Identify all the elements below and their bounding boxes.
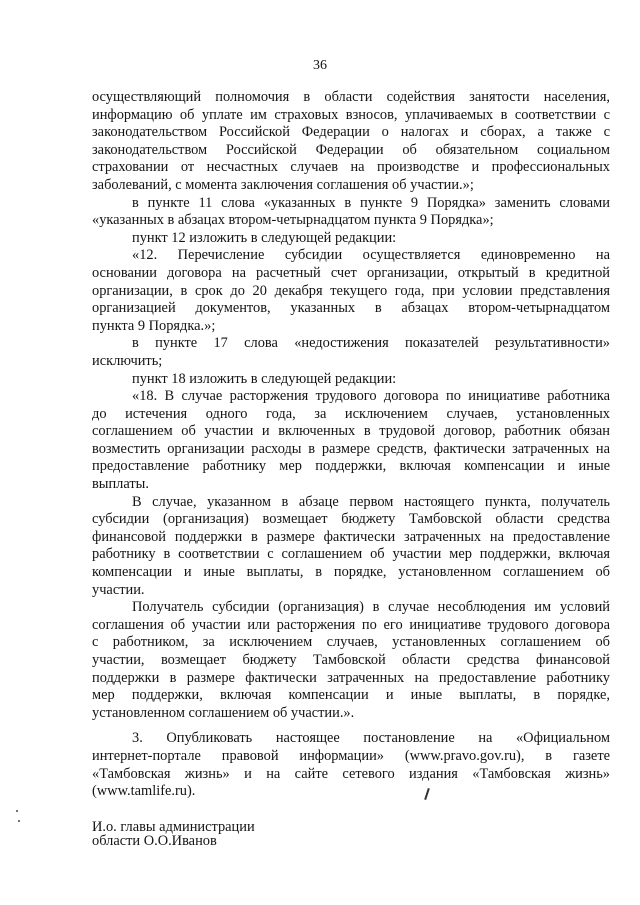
scan-speck — [18, 820, 20, 822]
text-line: в пункте 11 слова «указанных в пункте 9 Порядка» заменить словами — [132, 194, 610, 211]
text-line: пункта 9 Порядка.»; — [92, 317, 216, 334]
text-line: основании договора на расчетный счет организации, открытый в кредитной — [92, 264, 610, 281]
text-line: компенсации и иные выплаты, в порядке, установленном соглашением об — [92, 564, 610, 581]
text-line: «12. Перечисление субсидии осуществляется единовременно на — [132, 247, 610, 264]
text-line: участии, возмещает бюджету Тамбовской области средства финансовой — [92, 652, 610, 668]
text-line: законодательством Российской Федерации об обязательном социальном — [92, 141, 610, 158]
text-line: субсидии (организация) возмещает бюджету Тамбовской области средства — [92, 511, 610, 528]
scan-speck — [16, 810, 18, 812]
text-line: установленном соглашением об участии.». — [92, 704, 355, 721]
text-line: выплаты. — [92, 476, 149, 493]
text-line: «Тамбовская жизнь» и на сайте сетевого издания «Тамбовская жизнь» — [92, 765, 610, 782]
signature-position: И.о. главы администрации — [92, 819, 255, 835]
text-line: до истечения одного года, за исключением случаев, установленных — [92, 405, 610, 422]
text-line: с работником, за исключением случаев, установленных соглашением об — [92, 634, 610, 651]
text-line: финансовой поддержки в размере фактически затраченных на предоставление — [92, 528, 610, 545]
text-line: заболеваний, с момента заключения соглашения об участии.»; — [92, 176, 474, 193]
text-line: Получатель субсидии (организация) в случае несоблюдения им условий — [132, 599, 610, 616]
text-line: в пункте 17 слова «недостижения показателей результативности» — [132, 335, 610, 352]
text-line: страховании от несчастных случаев на производстве и профессиональных — [92, 159, 610, 176]
text-line: организацией документов, указанных в абзацах втором-четырнадцатом — [92, 300, 610, 317]
text-line: исключить; — [92, 352, 163, 369]
text-line: осуществляющий полномочия в области содействия занятости населения, — [92, 89, 610, 105]
text-line: поддержки в размере фактически затраченных на предоставление работнику — [92, 669, 610, 686]
document-body — [92, 89, 610, 801]
text-line: возместить организации расходы в размере средств, фактически затраченных на — [92, 440, 610, 457]
text-line: В случае, указанном в абзаце первом настоящего пункта, получатель — [132, 493, 610, 510]
text-line: пункт 18 изложить в следующей редакции: — [132, 370, 397, 387]
text-line: пункт 12 изложить в следующей редакции: — [132, 229, 397, 246]
text-line: предоставление работнику мер поддержки, включая компенсации и иные — [92, 458, 610, 475]
text-line: работнику в соответствии с соглашением об участии мер поддержки, включая — [92, 546, 610, 563]
text-line: интернет-портале правовой информации» (www.pravo.gov.ru), в газете — [92, 747, 610, 764]
text-line: «18. В случае расторжения трудового договора по инициативе работника — [132, 388, 610, 405]
text-line: соглашением об участии и включенных в трудовой договор, работник обязан — [92, 423, 610, 440]
text-line: участии. — [92, 581, 145, 598]
text-line: мер поддержки, включая компенсации и иные выплаты, в порядке, — [92, 687, 610, 704]
text-line: организации, в срок до 20 декабря текущего года, при условии представления — [92, 282, 610, 299]
signature-name: области О.О.Иванов — [92, 833, 217, 849]
text-line: информацию об уплате им страховых взносов, уплачиваемых в соответствии с — [92, 106, 610, 123]
text-line: соглашения об участии или расторжения по его инициативе трудового договора — [92, 616, 610, 633]
text-line: (www.tamlife.ru). — [92, 783, 196, 800]
signature-block — [92, 820, 255, 848]
text-line: 3. Опубликовать настоящее постановление на «Официальном — [132, 730, 610, 747]
text-line: «указанных в абзацах втором-четырнадцатом пункта 9 Порядка»; — [92, 212, 494, 229]
page-number: 36 — [313, 58, 327, 73]
text-line: законодательством Российской Федерации о налогах и сборах, а также с — [92, 124, 610, 141]
